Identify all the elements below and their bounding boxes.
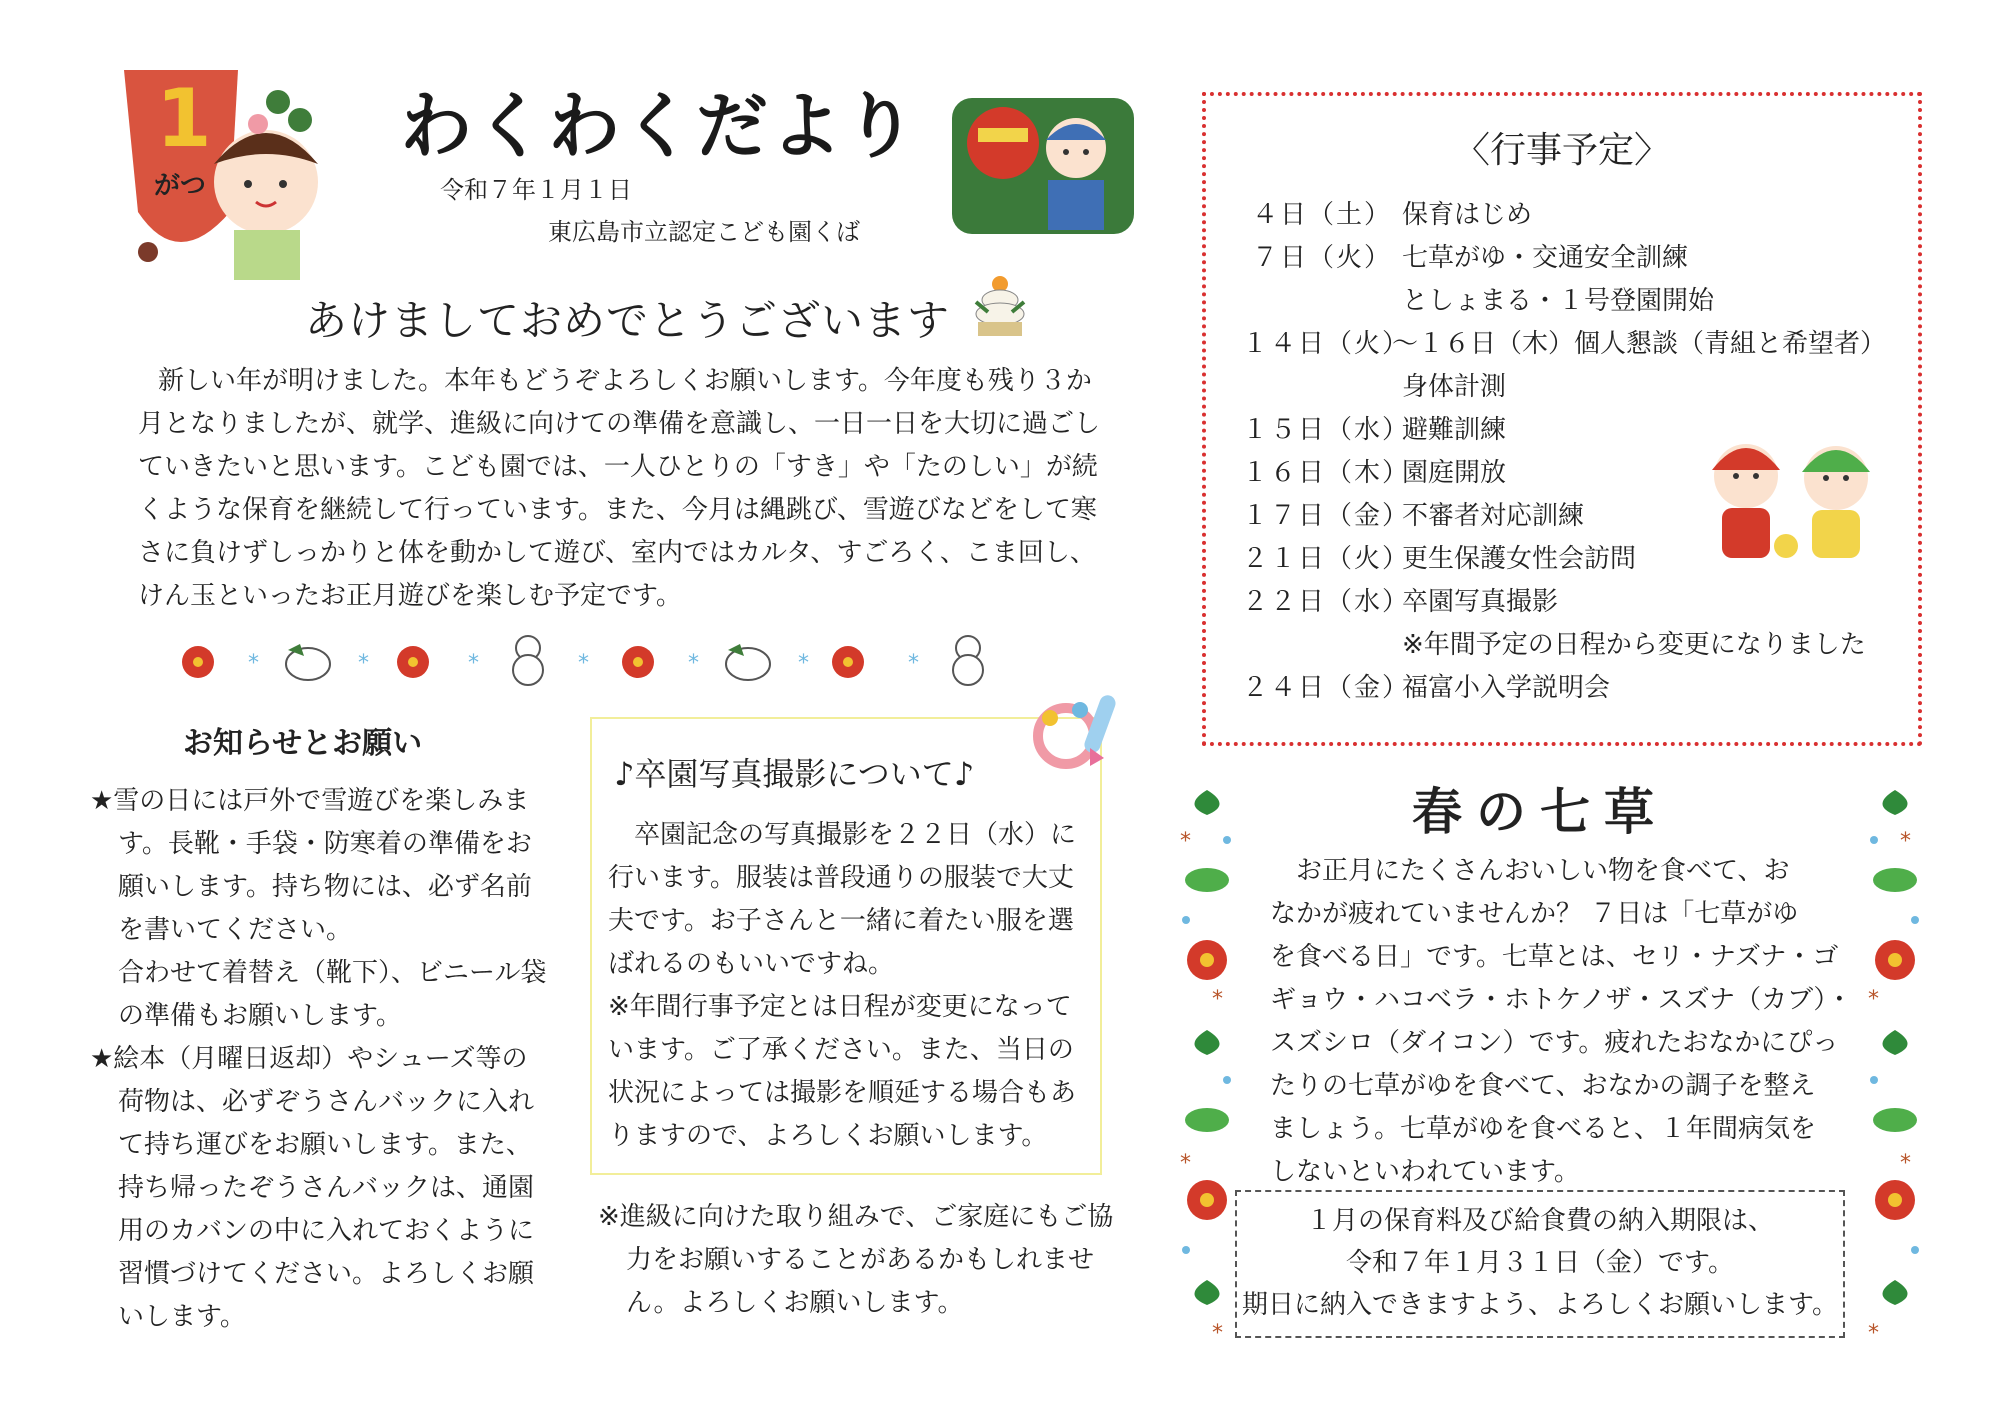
svg-text:*: * xyxy=(798,651,809,676)
event-date: ２１日（火） xyxy=(1242,544,1411,574)
graduation-photo-box xyxy=(590,717,1102,1175)
event-continuation: 身体計測 xyxy=(1402,372,1507,402)
notice-line: 荷物は、必ずぞうさんバックに入れ xyxy=(118,1087,535,1117)
event-date: １５日（水） xyxy=(1242,415,1411,445)
svg-text:*: * xyxy=(1868,1321,1879,1346)
svg-text:*: * xyxy=(1900,829,1911,854)
notice-line: 習慣づけてください。よろしくお願 xyxy=(118,1259,535,1289)
event-row xyxy=(1242,581,1886,624)
spring-line: ましょう。七草がゆを食べると、１年間病気を xyxy=(1270,1114,1817,1144)
events-title: 〈行事予定〉 xyxy=(1453,130,1670,171)
notice-line: を書いてください。 xyxy=(118,915,353,945)
event-date: １６日（木） xyxy=(1242,458,1411,488)
photo-title: ♪卒園写真撮影について♪ xyxy=(614,755,975,793)
new-year-greeting: あけましておめでとうございます xyxy=(305,296,951,345)
photo-line: りますので、よろしくお願いします。 xyxy=(608,1121,1048,1151)
notice-line: いします。 xyxy=(118,1302,246,1332)
fee-line: 期日に納入できますよう、よろしくお願いします。 xyxy=(1242,1290,1838,1320)
spring-line: しないといわれています。 xyxy=(1270,1157,1580,1187)
svg-text:*: * xyxy=(248,651,259,676)
footnote-line: ん。よろしくお願いします。 xyxy=(626,1288,964,1318)
notice-line: す。長靴・手袋・防寒着の準備をお xyxy=(118,829,532,859)
intro-line: さに負けずしっかりと体を動かして遊び、室内ではカルタ、すごろく、こま回し、 xyxy=(138,538,1096,568)
kagami-mochi-icon xyxy=(968,272,1032,338)
intro-paragraph xyxy=(138,360,1123,618)
spring-line: ギョウ・ハコベラ・ホトケノザ・スズナ（カブ）・ xyxy=(1270,985,1853,1015)
event-continuation: としょまる・１号登園開始 xyxy=(1402,286,1715,316)
intro-line: 月となりましたが、就学、進級に向けての準備を意識し、一日一日を大切に過ごし xyxy=(138,409,1101,439)
notice-line: 持ち帰ったぞうさんバックは、通園 xyxy=(118,1173,535,1203)
photo-line: ※年間行事予定とは日程が変更になって xyxy=(608,992,1072,1022)
event-row xyxy=(1242,237,1886,280)
event-date: １４日（火） xyxy=(1242,329,1411,359)
decorative-divider xyxy=(168,630,1008,686)
intro-line: くような保育を継続して行っています。また、今月は縄跳び、雪遊びなどをして寒 xyxy=(138,495,1097,525)
school-name: 東広島市立認定こども園くば xyxy=(548,218,860,246)
intro-line: 新しい年が明けました。本年もどうぞよろしくお願いします。今年度も残り３か xyxy=(158,366,1092,396)
notice-line: ★絵本（月曜日返却）やシューズ等の xyxy=(90,1044,528,1074)
event-text: 保育はじめ xyxy=(1402,200,1533,230)
event-text: 卒園写真撮影 xyxy=(1402,587,1559,617)
event-date: ２４日（金） xyxy=(1242,673,1411,703)
month-suffix: がつ xyxy=(154,171,207,201)
notice-list xyxy=(90,780,560,1339)
spring-herbs-body xyxy=(1270,850,1853,1194)
footnote xyxy=(598,1196,1118,1325)
winter-kids-illustration xyxy=(1686,426,1906,576)
left-floral-border xyxy=(1172,780,1242,1360)
photo-line: 状況によっては撮影を順延する場合もあ xyxy=(608,1078,1077,1108)
event-text: 更生保護女性会訪問 xyxy=(1402,544,1637,574)
page-title: わくわくだより xyxy=(400,84,919,168)
spring-line: なかが疲れていませんか？ ７日は「七草がゆ xyxy=(1270,899,1799,929)
notice-line: 合わせて着替え（靴下）、ビニール袋 xyxy=(118,958,547,988)
intro-line: けん玉といったお正月遊びを楽しむ予定です。 xyxy=(138,581,682,611)
footnote-line: ※進級に向けた取り組みで、ご家庭にもご協 xyxy=(598,1202,1114,1232)
event-date: １７日（金） xyxy=(1242,501,1411,531)
event-date: ７日（火） xyxy=(1251,243,1392,273)
notice-line: 用のカバンの中に入れておくように xyxy=(118,1216,535,1246)
svg-text:*: * xyxy=(358,651,369,676)
event-date: ２２日（水） xyxy=(1242,587,1411,617)
svg-text:*: * xyxy=(1212,987,1223,1012)
event-date: ４日（土） xyxy=(1251,200,1392,230)
event-text: 七草がゆ・交通安全訓練 xyxy=(1402,243,1689,273)
photo-line: 行います。服装は普段通りの服装で大丈 xyxy=(608,863,1074,893)
svg-text:*: * xyxy=(578,651,589,676)
svg-text:*: * xyxy=(1212,1321,1223,1346)
month-number: 1 xyxy=(156,72,212,165)
spring-line: お正月にたくさんおいしい物を食べて、お xyxy=(1296,856,1790,886)
photo-body xyxy=(608,814,1088,1158)
event-text: 避難訓練 xyxy=(1402,415,1507,445)
fee-line: 令和７年１月３１日（金）です。 xyxy=(1346,1248,1734,1278)
events-schedule-box xyxy=(1202,92,1922,746)
svg-text:*: * xyxy=(1900,1151,1911,1176)
event-row xyxy=(1242,194,1886,237)
spring-herbs-title: 春の七草 xyxy=(1412,782,1668,841)
notice-line: ★雪の日には戸外で雪遊びを楽しみま xyxy=(90,786,530,816)
svg-text:*: * xyxy=(1868,987,1879,1012)
month-badge-illustration xyxy=(118,62,328,282)
photo-line: 夫です。お子さんと一緒に着たい服を選 xyxy=(608,906,1074,936)
spring-line: を食べる日」です。七草とは、セリ・ナズナ・ゴ xyxy=(1270,942,1839,972)
event-text: 不審者対応訓練 xyxy=(1402,501,1585,531)
event-continuation: ※年間予定の日程から変更になりました xyxy=(1402,630,1866,660)
spring-line: たりの七草がゆを食べて、おなかの調子を整え xyxy=(1270,1071,1816,1101)
event-row xyxy=(1242,667,1886,710)
spring-line: スズシロ（ダイコン）です。疲れたおなかにぴっ xyxy=(1270,1028,1839,1058)
right-floral-border xyxy=(1860,780,1930,1360)
svg-text:*: * xyxy=(1180,829,1191,854)
notice-line: 願いします。持ち物には、必ず名前 xyxy=(118,872,532,902)
photo-line: 卒園記念の写真撮影を２２日（水）に xyxy=(634,820,1077,850)
notice-line: の準備もお願いします。 xyxy=(118,1001,402,1031)
photo-line: ばれるのもいいですね。 xyxy=(608,949,895,979)
issue-date: 令和７年１月１日 xyxy=(440,176,632,204)
notice-line: て持ち運びをお願いします。また、 xyxy=(118,1130,532,1160)
svg-text:*: * xyxy=(468,651,479,676)
flower-wreath-icon xyxy=(1030,688,1130,778)
svg-text:*: * xyxy=(688,651,699,676)
event-row xyxy=(1242,323,1886,366)
event-text: ～１６日（木）個人懇談（青組と希望者） xyxy=(1392,329,1887,359)
lion-dance-illustration xyxy=(948,88,1138,238)
fee-deadline-box xyxy=(1235,1190,1845,1338)
svg-text:*: * xyxy=(1180,1151,1191,1176)
intro-line: ていきたいと思います。こども園では、一人ひとりの「すき」や「たのしい」が続 xyxy=(138,452,1098,482)
event-text: 園庭開放 xyxy=(1402,458,1507,488)
footnote-line: 力をお願いすることがあるかもしれませ xyxy=(626,1245,1095,1275)
photo-line: います。ご了承ください。また、当日の xyxy=(608,1035,1074,1065)
svg-text:*: * xyxy=(908,651,919,676)
event-text: 福富小入学説明会 xyxy=(1402,673,1611,703)
notice-title: お知らせとお願い xyxy=(183,726,423,761)
fee-line: １月の保育料及び給食費の納入期限は、 xyxy=(1305,1206,1774,1236)
